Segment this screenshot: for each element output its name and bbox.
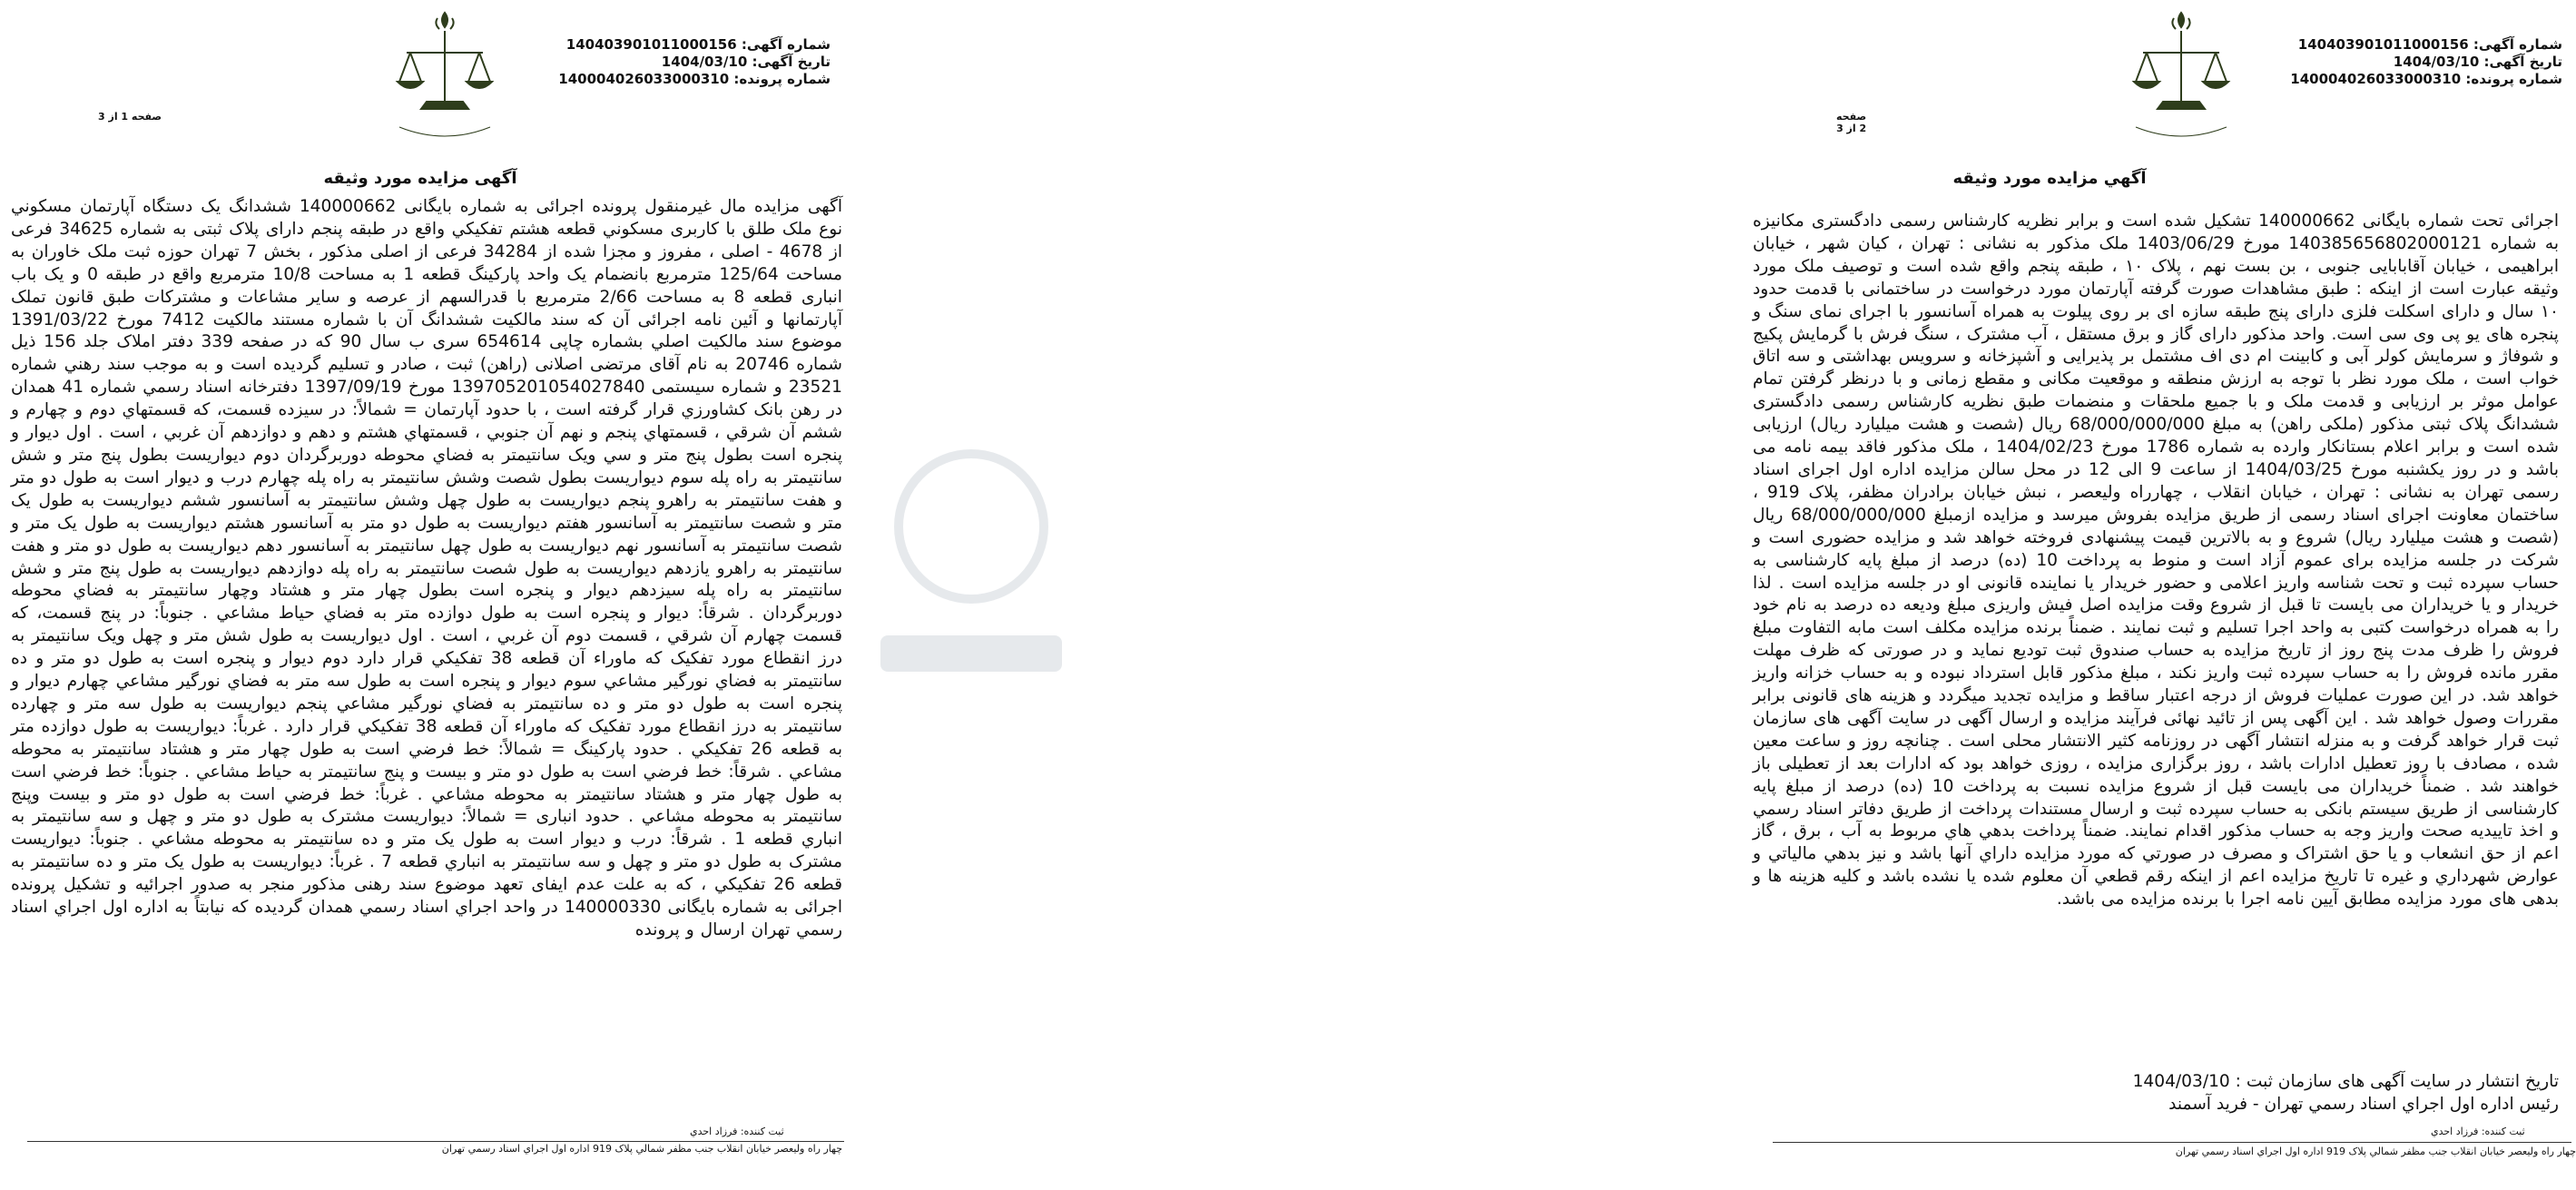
divider [27, 1141, 844, 1142]
judiciary-emblem-icon [372, 0, 517, 145]
registrar-line: ثبت کننده: فرزاد احدي [690, 1126, 784, 1137]
notice-page-1 [0, 0, 865, 1190]
office-address: چهار راه وليعصر خيابان انقلاب جنب مظفر شمالي پلاک 919 اداره اول اجراي اسناد رسمي تهران [441, 1143, 842, 1155]
notice-page-2 [865, 0, 2576, 1190]
signature-line: رئيس اداره اول اجراي اسناد رسمي تهران - فريد آسمند [2168, 1095, 2559, 1114]
judiciary-emblem-icon [2109, 0, 2254, 145]
file-number: 140004026033000310 [2290, 71, 2462, 87]
file-number: 140004026033000310 [558, 71, 730, 87]
notice-number: 140403901011000156 [565, 36, 737, 53]
notice-body: اجرائی تحت شماره بایگانی 140000662 تشکیل شده است و برابر نظریه کارشناس رسمی دادگستری مکانیزه به شماره 140385656802000121 مورخ 1403/06/29 ملک مذکور به نشانی : تهران ، کیان شهر ، خیابان ابراهیمی ، خیابان آقابابایی جنوبی ، بن بست نهم ، پلاک ۱۰ ، طبقه پنجم واقع شده است و توصیف ملک مورد وثیقه عبارت است از اینکه : طبق مشاهدات صورت گرفته آپارتمان مورد درخواست در ساختمانی با قدمت حدود ۱۰ سال و دارای اسکلت فلزی دارای پنج طبقه سازه ای بر روی پیلوت به همراه آسانسور با اجرای نمای سنگ و پنجره های یو پی وی سی است. واحد مذکور دارای گاز و برق مستقل ، آب مشترک ، سنگ فرش با گرمایش پکیج و شوفاژ و سرمایش کولر آبی و کابینت ام دی اف مشتمل بر پذیرایی و آشپزخانه و سرویس بهداشتی و سه اتاق خواب است ، ملک مورد نظر با توجه به ارزش منطقه و موقعیت مکانی و مقطع زمانی و با درنظر گرفتن تمام عوامل موثر بر ارزیابی و قدمت ملک و با جمیع ملحقات و منضمات طبق نظریه کارشناس رسمی دادگستری ششدانگ پلاک ثبتی مذکور (ملکی راهن) به مبلغ 68/000/000/000 ریال (شصت و هشت میلیارد ریال) ارزیابی شده است و برابر اعلام بستانکار وارده به شماره 1786 مورخ 1404/02/23 ، ملک مذکور فاقد بیمه نامه می باشد و در روز یکشنبه مورخ 1404/03/25 از ساعت 9 الی 12 در محل سالن مزایده اداره اول اجرای اسناد رسمی تهران به نشانی : تهران ، خیابان انقلاب ، چهارراه ولیعصر ، نبش خیابان برادران مظفر، پلاک 919 ، ساختمان معاونت اجرای اسناد رسمی از طریق مزایده بفروش میرسد و مزایده ازمبلغ 68/000/000/000 ریال (شصت و هشت میلیارد ریال) شروع و به بالاترین قیمت پیشنهادی فروخته خواهد شد و مزایده حضوری است و شرکت در جلسه مزایده برای عموم آزاد است و منوط به پرداخت 10 (ده) درصد از مبلغ پایه کارشناسی به حساب سپرده ثبت و تحت شناسه واریز اعلامی و حضور خریدار یا نماینده قانونی او در جلسه مزایده است . لذا خریدار و یا خریداران می بایست تا قبل از شروع وقت مزایده اصل فیش واریزی مبلغ ودیعه ده درصد به نام خود را به همراه درخواست کتبی به واحد اجرا تسلیم و ثبت نمایند . ضمناً برنده مزایده مکلف است مابه التفاوت مبلغ فروش را ظرف مدت پنج روز از تاریخ مزایده به حساب صندوق ثبت تودیع نماید و در صورتی که ظرف مهلت مقرر مانده فروش را به حساب سپرده ثبت واریز نکند ، مبلغ مذکور قابل استرداد نبوده و به حساب خزانه واریز خواهد شد. در این صورت عملیات فروش از درجه اعتبار ساقط و مزایده تجدید میگردد و هزینه های قانونی برابر مقررات وصول خواهد شد . این آگهی پس از تائید نهائی فرآیند مزایده و ارسال آگهی در سایت آگهی های سازمان ثبت قرار خواهد گرفت و به منزله انتشار آگهی در روزنامه کثیر الانتشار محلی است . چنانچه روز و ساعت معین شده ، مصادف با روز تعطیل ادارات باشد ، روز برگزاری مزایده ، روزی خواهد بود که ادارات بعد از تعطیلی باز خواهند شد . ضمناً خریداران می بایست قبل از شروع مزایده نسبت به پرداخت 10 (ده) درصد از مبلغ پایه کارشناسی از طریق سیستم بانکی به حساب سپرده ثبت و ارسال مستندات پرداخت از طریق دفاتر اسناد رسمي و اخذ تاییدیه صحت واریز وجه به حساب مذکور اقدام نمایند. ضمناً پرداخت بدهي هاي مربوط به آب ، برق ، گاز اعم از حق انشعاب و يا حق اشتراک و مصرف در صورتي که مورد مزايده داراي آنها باشد و نيز بدهي مالياتي و عوارض شهرداري و غيره تا تاريخ مزايده اعم از اينکه رقم قطعي آن معلوم شده يا نشده باشد و کليه هزينه ها و بدهی های مورد مزايده مطابق آيين نامه اجرا با برنده مزایده می باشد. [1753, 211, 2560, 910]
notice-metadata: شماره آگهی: 140403901011000156 تاریخ آگهی: 1404/03/10 شماره پرونده: 140004026033000310 [558, 36, 831, 87]
notice-title: آگهي مزايده مورد وثيقه [1952, 169, 2147, 188]
divider [1773, 1142, 2571, 1143]
office-address: چهار راه وليعصر خيابان انقلاب جنب مظفر شمالي پلاک 919 اداره اول اجراي اسناد رسمي تهران [2175, 1146, 2576, 1157]
page-number: صفحه 2 از 3 [1835, 111, 1867, 134]
notice-number: 140403901011000156 [2297, 36, 2469, 53]
notice-metadata: شماره آگهی: 140403901011000156 تاریخ آگهی: 1404/03/10 شماره پرونده: 140004026033000310 [2290, 36, 2562, 87]
notice-date: 1404/03/10 [2393, 54, 2480, 70]
page-number: صفحه 1 از 3 [98, 111, 162, 123]
registrar-line: ثبت کننده: فرزاد احدي [2431, 1126, 2525, 1137]
publication-date-line: تاريخ انتشار در سايت آگهی های سازمان ثبت : 1404/03/10 [2132, 1072, 2559, 1091]
notice-date: 1404/03/10 [661, 54, 748, 70]
notice-body: آگهی مزایده مال غیرمنقول پرونده اجرائی به شماره بایگانی 140000662 ششدانگ یک دستگاه آپارتمان مسکوني نوع ملک طلق با کاربری مسکوني قطعه هشتم تفکيکي واقع در طبقه پنجم دارای پلاک ثبتی به شماره 34625 فرعی از 4678 - اصلی ، مفروز و مجزا شده از 34284 فرعی از اصلی مذکور ، بخش 7 تهران حوزه ثبت ملک خاوران به مساحت 125/64 مترمربع بانضمام یک واحد پارکینگ قطعه 1 به مساحت 10/8 مترمربع واقع در طبقه 0 و یک باب انباری قطعه 8 به مساحت 2/66 مترمربع با قدرالسهم از عرصه و سایر مشاعات و مشترکات طبق قانون تملک آپارتمانها و آئین نامه اجرائی آن که سند مالکیت ششدانگ آن با شماره مستند مالکیت 7412 مورخ 1391/03/22 موضوع سند مالکیت اصلي بشماره چاپی 654614 سری ب سال 90 که در صفحه 339 دفتر املاک جلد 156 ذیل شماره 20746 به نام آقای مرتضی اصلانی (راهن) ثبت ، صادر و تسلیم گردیده است و به موجب سند رهني شماره 23521 و شماره سیستمی 139705201054027840 مورخ 1397/09/19 دفترخانه اسناد رسمي شماره 41 همدان در رهن بانک کشاورزي قرار گرفته است ، با حدود آپارتمان = شمالاً: در سيزده قسمت، که قسمتهاي دوم و چهارم و ششم آن شرقي ، قسمتهاي پنجم و نهم آن جنوبي ، قسمتهاي هشتم و دهم و دوازدهم آن غربي ، است . اول ديوار و پنجره است بطول پنج متر و سي ويک سانتيمتر به فضاي محوطه دوربرگردان دوم ديواريست بطول پنج متر و شش سانتيمتر به راه پله سوم ديواريست بطول شصت وشش سانتيمتر به راه پله چهارم درب و ديوار است به طول دو متر و هفت سانتيمتر به راهرو پنجم ديواريست به طول چهل وشش سانتيمتر به آسانسور ششم ديواريست به طول يک متر و شصت سانتيمتر به آسانسور هفتم ديواريست به طول دو متر به آسانسور هشتم ديواريست به طول يک متر و شصت سانتيمتر به آسانسور نهم ديواريست به طول چهل سانتيمتر به آسانسور دهم ديواريست به طول دو متر و هفت سانتيمتر به راهرو يازدهم ديواريست به طول شصت سانتيمتر به راه پله دوازدهم ديواريست به طول پنج متر و شش سانتيمتر به راه پله سيزدهم ديوار و پنجره است بطول چهار متر و هشتاد وچهار سانتيمتر به فضاي محوطه دوربرگردان . شرقاً: ديوار و پنجره است به طول دوازده متر به فضاي حياط مشاعي . جنوباً: در پنج قسمت، که قسمت چهارم آن شرقي ، قسمت دوم آن غربي ، است . اول ديواريست به طول شش متر و چهل ويک سانتيمتر به درز انقطاع مورد تفکيک که ماوراء آن قطعه 38 تفکيکي قرار دارد دوم ديوار و پنجره است به طول دو متر و ده سانتيمتر به فضاي نورگير مشاعي سوم ديوار و پنجره است به طول سه متر به فضاي نورگير مشاعي چهارم ديوار و پنجره است به طول دو متر و ده سانتيمتر به فضاي نورگير مشاعي پنجم ديواريست به طول سه متر و چهارده سانتيمتر به درز انقطاع مورد تفکيک که ماوراء آن قطعه 38 تفکيکي قرار دارد . غرباً: ديواريست به طول دوازده متر به قطعه 26 تفکيکي . حدود پارکينگ = شمالاً: خط فرضي است به طول چهار متر و هشتاد سانتيمتر به محوطه مشاعي . شرقاً: خط فرضي است به طول دو متر و بيست و پنج سانتيمتر به حياط مشاعي . جنوباً: خط فرضي است به طول چهار متر و هشتاد سانتيمتر به محوطه مشاعي . غرباً: خط فرضي است به طول دو متر و بيست وپنج سانتيمتر به محوطه مشاعي . حدود انباری = شمالاً: ديواريست مشترک به طول دو متر و چهل و سه سانتيمتر به انباري قطعه 1 . شرقاً: درب و ديوار است به طول يک متر و ده سانتيمتر به محوطه مشاعي . جنوباً: ديواريست مشترک به طول دو متر و چهل و سه سانتيمتر به انباري قطعه 7 . غرباً: ديواريست به طول يک متر و ده سانتيمتر به قطعه 26 تفکيکي ، که به علت عدم ایفای تعهد موضوع سند رهنی مذکور منجر به صدور اجرائیه و تشکیل پرونده اجرائی به شماره بایگانی 140000330 در واحد اجراي اسناد رسمي همدان گرديده که نيابتاً به اداره اول اجراي اسناد رسمي تهران ارسال و پرونده [11, 197, 843, 939]
notice-title: آگهی مزایده مورد وثیقه [323, 169, 517, 188]
